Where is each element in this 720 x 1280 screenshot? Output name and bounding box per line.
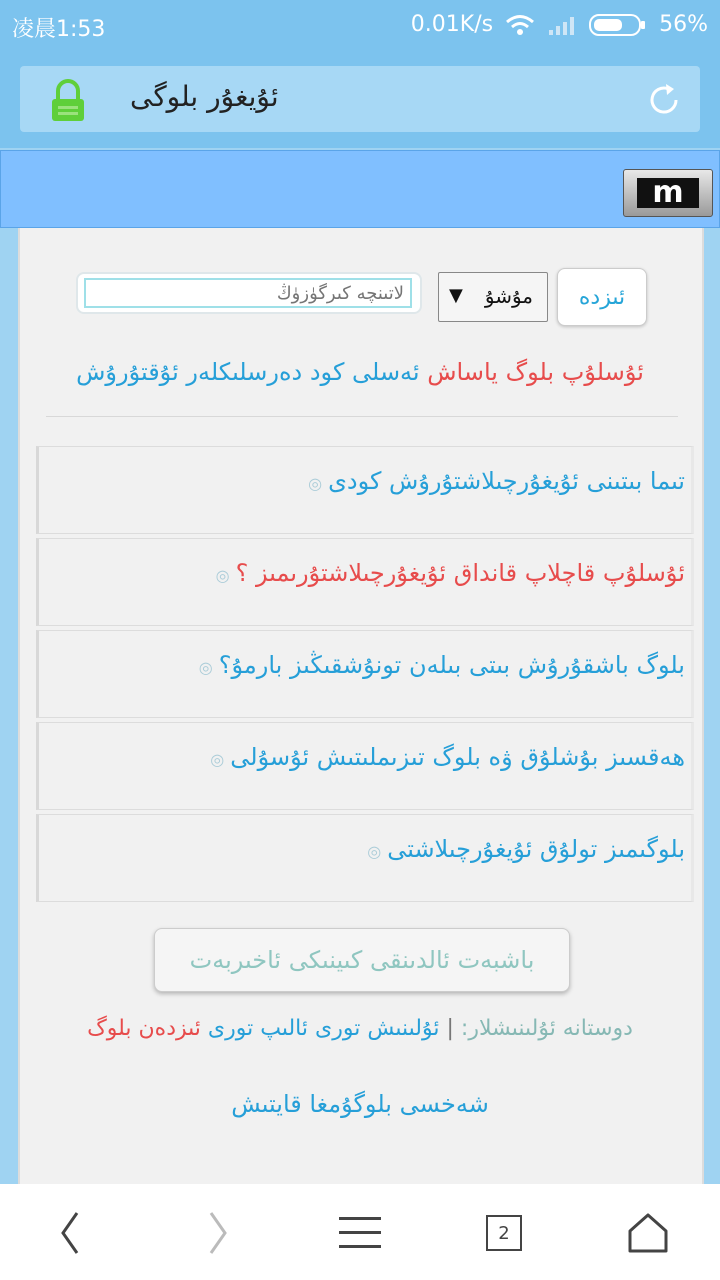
tab-count: 2 — [498, 1222, 510, 1244]
list-item[interactable] — [36, 446, 694, 534]
wifi-icon — [505, 14, 535, 36]
dropdown-arrow-icon: ▼ — [449, 285, 463, 306]
friend-links-label: دوستانە ئۇلىنىشلار: — [460, 1016, 633, 1041]
bullet-icon: ◎ — [198, 658, 213, 677]
article-list — [36, 446, 694, 906]
search-button[interactable]: ئىزدە — [557, 268, 647, 326]
top-links — [50, 358, 670, 386]
select-value: مۇشۇ — [484, 284, 533, 308]
friend-link-2[interactable]: ئالىپ تورى — [207, 1016, 309, 1041]
link-tutorials[interactable]: دەرسلىكلەر — [186, 358, 303, 386]
tabs-icon — [486, 1215, 522, 1251]
list-item-link[interactable]: بلوگىمىز تولۇق ئۇيغۇرچىلاشتى◎ — [367, 835, 685, 863]
home-icon — [626, 1211, 670, 1255]
signal-icon — [547, 14, 577, 36]
browser-toolbar — [0, 52, 720, 148]
link-blog[interactable]: بلوگ — [505, 358, 555, 386]
logo-text: m — [637, 178, 699, 208]
list-item[interactable] — [36, 630, 694, 718]
network-speed: 0.01K/s — [410, 12, 494, 37]
back-button[interactable] — [42, 1208, 98, 1258]
tabs-button[interactable] — [476, 1208, 532, 1258]
bullet-icon: ◎ — [308, 474, 323, 493]
chevron-left-icon — [55, 1211, 85, 1255]
main-content — [18, 228, 704, 1184]
list-item[interactable] — [36, 814, 694, 902]
status-bar — [0, 0, 720, 52]
battery-icon — [589, 13, 647, 37]
forward-button[interactable] — [190, 1208, 246, 1258]
list-item[interactable] — [36, 722, 694, 810]
menu-button[interactable] — [332, 1208, 388, 1258]
friend-links — [40, 1016, 680, 1041]
lock-icon — [48, 79, 88, 123]
list-item-link[interactable]: تىما بىتىنى ئۇيغۇرچىلاشتۇرۇش كودى◎ — [308, 467, 685, 495]
bullet-icon: ◎ — [367, 842, 382, 861]
status-right — [411, 12, 708, 37]
site-logo[interactable] — [623, 169, 713, 217]
search-category-select[interactable] — [438, 272, 548, 322]
list-item-link[interactable]: بلوگ باشقۇرۇش بىتى بىلەن تونۇشقىڭىز بارمۇ؟◎ — [198, 651, 685, 679]
page-title: ئۇيغۇر بلوگى — [130, 80, 279, 113]
reload-icon[interactable] — [646, 82, 682, 118]
menu-icon — [337, 1213, 383, 1253]
address-bar[interactable] — [20, 66, 700, 132]
search-input[interactable] — [84, 278, 412, 308]
link-style[interactable]: ئۇسلۇپ — [561, 358, 644, 386]
status-time: 凌晨1:53 — [12, 17, 106, 42]
bottom-navigation — [0, 1184, 720, 1280]
divider — [46, 416, 678, 417]
bullet-icon: ◎ — [215, 566, 230, 585]
pagination-button[interactable]: باشبەت ئالدىنقى كىينىكى ئاخىربەت — [154, 928, 570, 992]
friend-link-1[interactable]: ئۇلىنىش تورى — [315, 1016, 440, 1041]
separator: | — [446, 1016, 454, 1041]
list-item-link[interactable]: ھەقسىز بۇشلۇق ۋە بلوگ تىزىملىتىش ئۇسۇلى◎ — [210, 743, 685, 771]
site-header — [0, 150, 720, 228]
link-make[interactable]: ياساش — [427, 358, 498, 386]
chevron-right-icon — [203, 1211, 233, 1255]
list-item[interactable] — [36, 538, 694, 626]
friend-link-3[interactable]: ئىزدەن بلوگ — [87, 1016, 201, 1041]
bullet-icon: ◎ — [210, 750, 225, 769]
search-input-wrapper — [76, 272, 422, 314]
home-button[interactable] — [620, 1208, 676, 1258]
battery-level: 56% — [659, 12, 708, 37]
link-source-code[interactable]: ئەسلى كود — [309, 358, 420, 386]
personal-blog-link[interactable]: شەخسى بلوگۇمغا قايتىش — [231, 1090, 489, 1118]
link-notices[interactable]: ئۇقتۇرۇش — [76, 358, 179, 386]
list-item-link[interactable]: ئۇسلۇپ قاچلاپ قانداق ئۇيغۇرچىلاشتۇرىمىز ؟◎ — [215, 559, 685, 587]
